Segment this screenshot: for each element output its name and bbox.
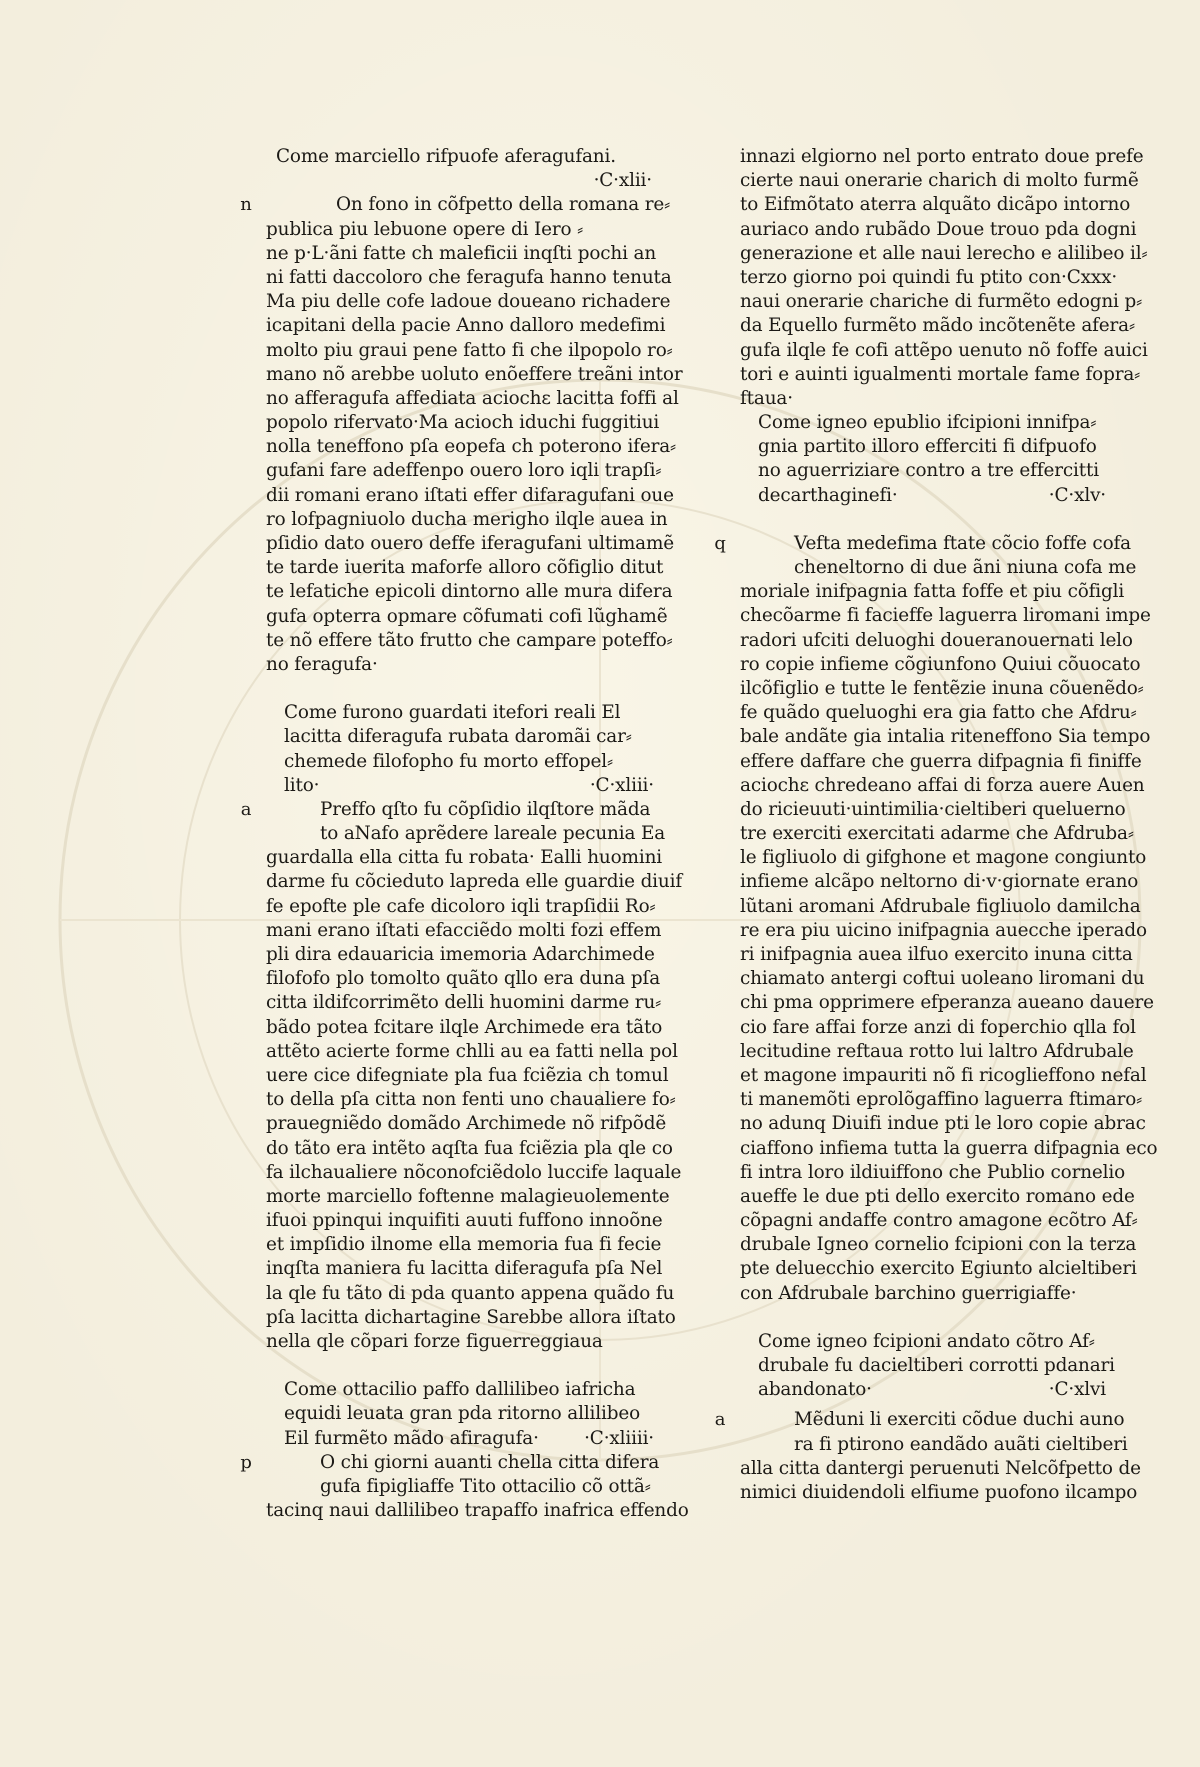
text-line: cõpagni andaffe contro amagone ecõtro Af⸗ [740, 1210, 1138, 1232]
chapter-heading: gnia partito illoro efferciti fi difpuofo [758, 436, 1097, 458]
text-line: n On fono in cõfpetto della romana re⸗ [266, 193, 664, 217]
text-line: aueffe le due pti dello exercito romano ede [740, 1185, 1135, 1207]
text-line: ti manemõti eprolõgaffino laguerra ftimaro⸗ [740, 1089, 1143, 1111]
text-line: cheneltorno di due ãni niuna cofa me [794, 557, 1137, 578]
text-line: mani erano iſtati efacciẽdo molti fozi effem [266, 919, 662, 941]
text-line: nella qle cõpari forze figuerreggiaua [266, 1331, 603, 1352]
text-line: filofofo plo tomolto quãto qllo era duna pſa [266, 968, 661, 990]
text-line: ftaua· [740, 387, 793, 409]
text-line: ri inifpagnia auea ilfuo exercito inuna citta [740, 944, 1133, 965]
text-line: dii romani erano iſtati effer difaragufani oue [266, 484, 674, 506]
text-line: bale andãte gia intalia riteneffono Sia tempo [740, 726, 1151, 748]
text-line: to Eifmõtato aterra alquãto dicãpo intorno [740, 194, 1131, 216]
chapter-heading: chemede filofopho fu morto effopel⸗ [284, 750, 613, 772]
chapter-heading: Come igneo epublio ifcipioni innifpa⸗ [758, 412, 1097, 434]
chapter-heading: drubale fu dacieltiberi corrotti pdanari [758, 1355, 1115, 1376]
initial-letter: a [714, 1409, 726, 1431]
text-line: darme fu cõcieduto lapreda elle guardie diuif [266, 871, 683, 893]
chapter-heading-last: lito· ·C·xliii· [266, 774, 664, 798]
chapter-heading: Come furono guardati itefori reali El [284, 702, 621, 724]
text-line: icapitani della pacie Anno dalloro medefimi [266, 315, 666, 337]
text-line: pſidio dato ouero deffe iferagufani ultimamẽ [266, 533, 674, 554]
text-line: p O chi giorni auanti chella citta difera [266, 1451, 664, 1475]
initial-letter: p [240, 1451, 252, 1473]
initial-letter: n [240, 194, 252, 216]
text-line: moriale inifpagnia fatta foffe et piu cõfigli [740, 581, 1125, 603]
text-line: gufa opterra opmare cõfumati cofi lũghamẽ [266, 605, 668, 627]
text-line: gufa fipigliaffe Tito ottacilio cõ ottã⸗ [320, 1475, 651, 1497]
text-line: nolla teneffono pſa eopefa ch poterono ifera⸗ [266, 436, 676, 458]
chapter-heading: Come igneo fcipioni andato cõtro Af⸗ [758, 1330, 1095, 1352]
chapter-heading-last: decarthaginefi· ·C·xlv· [740, 484, 1112, 508]
text-line: attẽto acierte forme chlli au ea fatti nella pol [266, 1040, 678, 1062]
text-line: te tarde iuerita maforfe alloro cõfiglio ditut [266, 557, 664, 579]
text-line: checõarme fi facieffe laguerra liromani impe [740, 605, 1151, 627]
text-line: to della pſa citta non fenti uno chaualiere fo⸗ [266, 1089, 676, 1111]
text-line: bãdo potea fcitare ilqle Archimede era tãto [266, 1016, 663, 1038]
text-line: cio fare affai forze anzi di foperchio qlla fol [740, 1016, 1136, 1038]
text-line: do tãto era intẽto aqſta fua fciẽzia pla qle co [266, 1137, 673, 1159]
right-text-column [714, 145, 1158, 1505]
text-line: drubale Igneo cornelio fcipioni con la terza [740, 1234, 1137, 1256]
text-line: auriaco ando rubãdo Doue trouo pda dogni [740, 218, 1137, 240]
chapter-heading-last: abandonato· ·C·xlvi [740, 1378, 1112, 1402]
chapter-number: ·C·xlv· [1048, 484, 1106, 506]
text-line: generazione et alle naui lerecho e alilibeo il⸗ [740, 242, 1148, 264]
text-line: no adunq Diuifi indue pti le loro copie abrac [740, 1113, 1146, 1135]
text-line: no feragufa· [266, 653, 378, 675]
text-line: pte deluecchio exercito Egiunto alcieltiberi [740, 1258, 1137, 1280]
text-line: popolo rifervato·Ma acioch iduchi fuggitiui [266, 412, 660, 434]
text-line: q Vefta medefima ftate cõcio foffe cofa [740, 532, 1112, 556]
text-line: pſa lacitta dichartagine Sarebbe allora iſtato [266, 1306, 676, 1328]
chapter-number: ·C·xliiii· [584, 1427, 654, 1449]
text-line: te nõ effere tãto frutto che campare poteffo⸗ [266, 629, 673, 651]
text-line: fe quãdo queluoghi era gia fatto che Afdru⸗ [740, 702, 1137, 724]
text-line: fi intra loro ildiuiffono che Publio cornelio [740, 1161, 1126, 1183]
text-line: gufani fare adeffenpo ouero loro iqli trapſi⸗ [266, 460, 662, 482]
text-line: gufa ilqle fe cofi attẽpo uenuto nõ foffe auici [740, 339, 1148, 361]
text-line: et magone impauriti nõ fi ricoglieffono nefal [740, 1064, 1147, 1086]
chapter-heading: Come ottacilio paffo dallilibeo iafricha [284, 1379, 636, 1401]
text-line: uere cice difegniate pla fua fciẽzia ch tomul [266, 1064, 669, 1086]
text-line: fe epofte ple cafe dicoloro iqli trapſidii Ro⸗ [266, 895, 656, 917]
text-line: a Preffo qſto fu cõpſidio ilqſtore mãda [266, 798, 664, 822]
text-line: naui onerarie chariche di furmẽto edogni p⸗ [740, 291, 1143, 313]
text-line: cierte naui onerarie charich di molto furmẽ [740, 170, 1139, 192]
text-line: tacinq naui dallilibeo trapaffo inafrica effendo [266, 1500, 689, 1522]
text-line: citta ildifcorrimẽto delli huomini darme ru⸗ [266, 992, 662, 1014]
text-line: molto piu graui pene fatto fi che ilpopolo ro⸗ [266, 339, 673, 361]
text-line: fa ilchaualiere nõconofciẽdolo luccife laquale [266, 1161, 682, 1183]
text-line: le figliuolo di gifghone et magone congiunto [740, 847, 1147, 869]
text-line: lũtani aromani Afdrubale figliuolo damilcha [740, 895, 1141, 917]
text-line: ilcõfiglio e tutte le fentẽzie inuna cõuenẽdo⸗ [740, 677, 1144, 699]
text-line: te lefatiche epicoli dintorno alle mura difera [266, 581, 673, 603]
text-line: alla citta dantergi peruenuti Nelcõfpetto de [740, 1457, 1141, 1479]
initial-letter: a [240, 798, 252, 820]
text-line: inqſta maniera fu lacitta diferagufa pſa Nel [266, 1258, 663, 1280]
text-line: ni fatti daccoloro che feragufa hanno tenuta [266, 266, 672, 288]
chapter-heading: lacitta diferagufa rubata daromãi car⸗ [284, 726, 632, 748]
chapter-heading-last: Eil furmẽto mãdo afiragufa· ·C·xliiii· [266, 1427, 664, 1451]
chapter-number: ·C·xlvi [1048, 1379, 1106, 1401]
text-line: ro lofpagniuolo ducha merigho ilqle auea in [266, 508, 668, 530]
text-line: Ma piu delle cofe ladoue doueano richadere [266, 291, 671, 313]
text-line: mano nõ arebbe uoluto enõeffere treãni intor [266, 363, 683, 385]
text-line: aciochε chredeano affai di forza auere Auen [740, 774, 1145, 796]
chapter-heading: no aguerriziare contro a tre effercitti [758, 460, 1099, 482]
text-line: a Mẽduni li exerciti cõdue duchi auno [740, 1408, 1112, 1432]
text-line: terzo giorno poi quindi fu ptito con·Cxxx· [740, 266, 1118, 288]
text-line: lecitudine reftaua rotto lui laltro Afdrubale [740, 1040, 1134, 1062]
text-line: ciaffono infiema tutta la guerra difpagnia eco [740, 1137, 1158, 1159]
text-line: to aNafo aprẽdere lareale pecunia Ea [320, 823, 666, 845]
text-line: morte marciello foftenne malagieuolemente [266, 1185, 670, 1207]
text-line: infieme alcãpo neltorno di·v·giornate erano [740, 871, 1139, 893]
text-line: chiamato antergi coftui uoleano liromani du [740, 968, 1145, 990]
text-line: con Afdrubale barchino guerrigiaffe· [740, 1282, 1077, 1304]
text-line: innazi elgiorno nel porto entrato doue prefe [740, 146, 1144, 167]
chapter-number: ·C·xliii· [589, 774, 654, 796]
text-line: da Equello furmẽto mãdo incõtenẽte afera⸗ [740, 315, 1135, 337]
text-line: do ricieuuti·uintimilia·cieltiberi queluerno [740, 798, 1126, 820]
initial-letter: q [714, 532, 726, 554]
text-line: ra fi ptirono eandãdo auãti cieltiberi [794, 1433, 1128, 1455]
text-line: la qle fu tãto di pda quanto appena quãdo fu [266, 1282, 675, 1304]
text-line: pli dira edauaricia imemoria Adarchimede [266, 944, 655, 965]
text-line: effere daffare che guerra difpagnia fi finiffe [740, 750, 1142, 772]
left-text-column [240, 145, 689, 1523]
text-line: prauegniẽdo domãdo Archimede nõ rifpõdẽ [266, 1113, 667, 1135]
text-line: no afferagufa affediata aciochε lacitta foffi al [266, 387, 679, 409]
text-line: ro copie infieme cõgiunfono Quiui cõuocato [740, 653, 1141, 675]
text-line: tre exerciti exercitati adarme che Afdruba⸗ [740, 823, 1134, 845]
text-line: guardalla ella citta fu robata· Ealli huomini [266, 847, 662, 869]
chapter-heading: Come marciello rifpuofe aferagufani. [276, 146, 616, 167]
text-line: radori ufciti deluoghi doueranouernati lelo [740, 629, 1133, 651]
text-line: publica piu lebuone opere di Iero ⸗ [266, 218, 584, 240]
chapter-number: ·C·xlii· [593, 170, 652, 192]
text-line: chi pma opprimere efperanza aueano dauere [740, 992, 1154, 1014]
text-line: tori e auinti igualmenti mortale fame fopra⸗ [740, 363, 1141, 385]
text-line: nimici diuidendoli elfiume puofono ilcampo [740, 1481, 1138, 1503]
chapter-heading: equidi leuata gran pda ritorno allilibeo [284, 1403, 641, 1425]
text-line: ifuoi ppinqui inquifiti auuti fuffono innoõne [266, 1210, 663, 1232]
text-line: ne p·L·ãni fatte ch maleficii inqſti pochi an [266, 242, 657, 264]
text-line: re era piu uicino inifpagnia auecche iperado [740, 919, 1147, 941]
text-line: et impſidio ilnome ella memoria fua fi fecie [266, 1234, 662, 1256]
